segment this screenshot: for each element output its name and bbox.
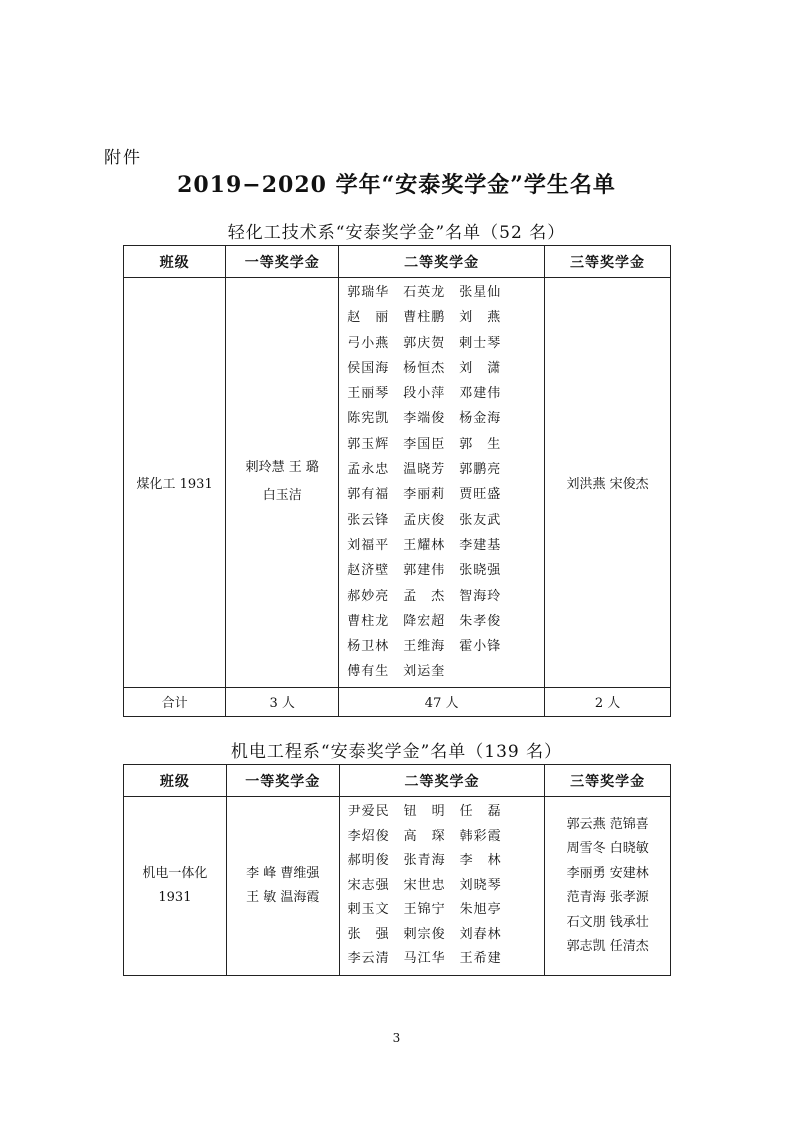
class-line: 机电一体化: [142, 866, 208, 881]
total-second: 47 人: [339, 687, 545, 716]
name-line: 郝明俊 张青海 李 林: [347, 853, 502, 869]
name-line: 刘福平 王耀林 李建基: [347, 537, 502, 553]
name-line: 曹柱龙 降宏超 朱孝俊: [347, 613, 502, 629]
header-second-prize: 二等奖学金: [339, 765, 545, 797]
name-line: 陈宪凯 李端俊 杨金海: [347, 411, 502, 427]
third-prize-cell: [545, 797, 671, 976]
header-third-prize: 三等奖学金: [545, 246, 671, 278]
second-prize-cell: [339, 797, 545, 976]
second-prize-cell: [339, 278, 545, 688]
table-row: [124, 797, 671, 976]
name-line: 郭有福 李丽莉 贾旺盛: [347, 487, 502, 503]
name-line: 郭玉辉 李国臣 郭 生: [347, 436, 502, 452]
name-line: 石文朋 钱承壮: [566, 914, 649, 930]
table-header-row: [124, 246, 671, 278]
name-line: 郭云燕 范锦喜: [566, 816, 649, 832]
name-line: 郝妙亮 孟 杰 智海玲: [347, 588, 502, 604]
name-line: 张云锋 孟庆俊 张友武: [347, 512, 502, 528]
document-title: 2019−2020 学年“安泰奖学金”学生名单: [177, 172, 616, 198]
scholarship-table-light-chemical: [123, 245, 671, 717]
first-prize-cell: [226, 797, 339, 976]
header-third-prize: 三等奖学金: [545, 765, 671, 797]
class-cell: [124, 797, 227, 976]
name-line: 郭志凯 任清杰: [566, 939, 649, 954]
section-title-light-chemical: 轻化工技术系“安泰奖学金”名单（52 名）: [227, 223, 566, 243]
class-line: 1931: [158, 890, 192, 905]
page-number: 3: [392, 1031, 401, 1045]
name-line: 尹爱民 钮 明 任 磊: [347, 804, 502, 820]
name-line: 李云清 马江华 王希建: [347, 951, 502, 967]
name-line: 王丽琴 段小萍 邓建伟: [347, 386, 502, 402]
name-line: 傅有生 刘运奎: [347, 664, 446, 680]
class-cell: 煤化工 1931: [124, 278, 226, 688]
name-line: 弓小燕 郭庆贺 剌士琴: [347, 335, 502, 351]
name-line: 李丽勇 安建林: [566, 865, 649, 881]
total-label: 合计: [124, 687, 226, 716]
name-line: 赵济壁 郭建伟 张晓强: [347, 563, 502, 579]
name-line: 赵 丽 曹柱鹏 刘 燕: [347, 310, 502, 326]
header-first-prize: 一等奖学金: [226, 765, 339, 797]
name-line: 李炤俊 高 琛 韩彩霞: [347, 828, 502, 844]
scholarship-table-electromechanical: [123, 764, 671, 976]
name-line: 孟永忠 温晓芳 郭鹏亮: [347, 462, 502, 478]
name-line: 范青海 张孝源: [566, 890, 649, 905]
header-first-prize: 一等奖学金: [226, 246, 339, 278]
total-first: 3 人: [226, 687, 339, 716]
total-row: [124, 687, 671, 716]
header-second-prize: 二等奖学金: [339, 246, 545, 278]
name-line: 李 峰 曹维强: [246, 866, 320, 881]
first-prize-cell: [226, 278, 339, 688]
annex-label: 附件: [104, 148, 142, 168]
third-prize-cell: [545, 278, 671, 688]
table-header-row: [124, 765, 671, 797]
name-line: 张 强 剌宗俊 刘春林: [347, 926, 502, 942]
name-line: 侯国海 杨恒杰 刘 潇: [347, 360, 502, 376]
section-title-electromechanical: 机电工程系“安泰奖学金”名单（139 名）: [230, 742, 563, 762]
name-line: 白玉洁: [262, 488, 302, 504]
name-line: 剌玉文 王锦宁 朱旭亭: [347, 902, 502, 918]
header-class: 班级: [124, 765, 227, 797]
name-line: 周雪冬 白晓敏: [566, 841, 649, 856]
name-line: 剌玲慧 王 璐: [245, 460, 319, 476]
name-line: 杨卫林 王维海 霍小锋: [347, 639, 502, 655]
name-line: 刘洪燕 宋俊杰: [566, 476, 649, 492]
table-row: [124, 278, 671, 688]
header-class: 班级: [124, 246, 226, 278]
name-line: 郭瑞华 石英龙 张星仙: [347, 285, 502, 300]
name-line: 王 敏 温海霞: [246, 890, 320, 905]
name-line: 宋志强 宋世忠 刘晓琴: [347, 877, 502, 893]
total-third: 2 人: [545, 687, 671, 716]
